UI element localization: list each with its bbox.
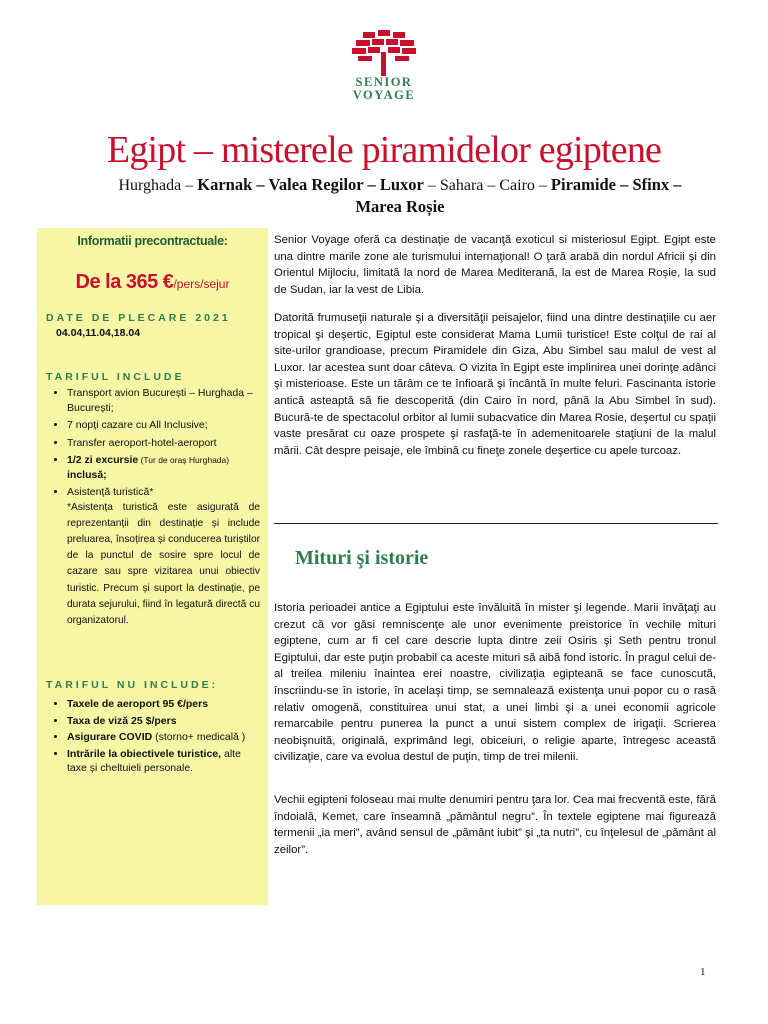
tree-logo-icon bbox=[348, 28, 420, 76]
dates-title: DATE DE PLECARE 2021 bbox=[46, 312, 231, 324]
assistance-note: *Asistența turistică este asigurată de reprezentanții din destinație și include preluarea, însoțirea și conducerea turiștilor de la punctul de sosire spre locul de cazare sau spre vizitarea unui obiectiv turistic. Precum și suport la destinație, pe durata sejurului, fiind în legatură directă cu organizatorul. bbox=[67, 501, 260, 626]
excludes-list bbox=[44, 697, 261, 776]
intro-paragraph-1: Senior Voyage oferă ca destinaţie de vacanţă exoticul si misteriosul Egipt. Egipt este una dintre marile zone ale turismului internaţional! O ţară arabă din nordul Africii şi din Orientul Mijlociu, limitată la nord de Marea Mediterană, la est de Marea Roșie, la sud de Sudan, iar la vest de Libia. bbox=[274, 234, 716, 296]
history-paragraph-1: Istoria perioadei antice a Egiptului este învăluită în mister şi legende. Marii învăţaţi au crezut că vor găsi remniscenţe ale unor evenimente preistorice în vechile mituri egiptene, cum ar fi cel care descrie lupta dintre zeii Osiris şi Seth pentru tronul Egiptului, dar este puţin probabil ca aceste mituri să aibă fond istoric. În pragul celui de-al treilea mileniu înaintea erei noastre, civilizaţia egipteană se face cunoscută, înscriindu-se în istorie, în acelaşi timp, se semnalează existenţa unui popor cu o rasă relativ omogenă, constituirea unui stat, a unei limbi şi a unei economii agricole remarcabile pentru punerea la punct a unui sistem complex de irigaţii. Scrierea neobişnuită, originală, exprimând legi, obiceiuri, o religie aparte, întregesc această civilizaţie, care va evolua destul de puţin, timp de trei milenii. bbox=[274, 602, 716, 764]
price bbox=[44, 271, 261, 294]
info-sidebar bbox=[37, 228, 268, 905]
list-item: • Taxa de viză 25 $/pers bbox=[67, 714, 261, 729]
route-part: – Sahara – Cairo – bbox=[423, 177, 551, 194]
history-paragraph-2: Vechii egipteni foloseau mai multe denumiri pentru ţara lor. Cea mai frecventă este, fără îndoială, Kemet, care înseamnă „pământul negru”. În textele egiptene mai figurează termenii „ia meri”, având sensul de „pământ iubit” şi „ta nutri”, cu înţelesul de „pământ al zeilor”. bbox=[274, 794, 716, 856]
price-unit: /pers/sejur bbox=[173, 277, 230, 291]
route-line bbox=[70, 174, 730, 218]
route-part-bold: Piramide – Sfinx – bbox=[550, 175, 682, 194]
list-item: • Transport avion București – Hurghada – București; bbox=[67, 386, 261, 415]
page-title: Egipt – misterele piramidelor egiptene bbox=[106, 129, 662, 171]
section-divider bbox=[274, 523, 718, 524]
sidebar-heading: Informatii precontractuale: bbox=[77, 234, 228, 248]
includes-list bbox=[44, 386, 261, 629]
route-part-bold: Karnak – Valea Regilor – Luxor bbox=[197, 175, 424, 194]
list-item: • 1/2 zi excursie (Tur de oraș Hurghada) inclusă; bbox=[67, 453, 261, 482]
list-item: • Asistență turistică* *Asistența turistică este asigurată de reprezentanții din destinație și include preluarea, însoțirea și conducerea turiștilor de la punctul de sosire spre locul de cazare sau spre vizitarea unui obiectiv turistic. Precum și suport la destinație, pe durata sejurului, fiind în legatură directă cu organizatorul. bbox=[67, 485, 261, 629]
intro-paragraph-2: Datorită frumuseţii naturale şi a diversităţii peisajelor, fiind una dintre destinaţiile cu aer tropical şi deşertic, Egiptul este considerat Mama Lumii turistice! Este colţul de rai al site-urilor grandioase, precum Piramidele din Giza, Abu Simbel sau malul de vest al Luxor. Iar acestea sunt doar câteva. O vizita în Egipt este implinirea unei dorinţe adânci şi misterioase. Este un tărâm ce te înfioară şi încântă în multe feluri. Fascinanta istorie antică asteaptă să fie descoperită (din Cairo în nord, până la Abu Simbel în sud). Bucură-te de spectacolul orbitor al lumii subacvatice din Marea Rosie, deşertul cu spaţii vaste presărat cu oaze prospete şi rasfaţă-te în ademenitoarele staţiuni de la malul mării. Cât despre peisaje, ele îmbină cu fineţe zonele deşertice cu apele turcoaz. bbox=[274, 312, 716, 457]
price-value: De la 365 € bbox=[75, 271, 174, 293]
list-item: • Taxele de aeroport 95 €/pers bbox=[67, 697, 261, 712]
departure-dates: 04.04,11.04,18.04 bbox=[56, 327, 141, 339]
list-item: • Intrările la obiectivele turistice, alte taxe și cheltuieli personale. bbox=[67, 747, 261, 776]
list-item: • Transfer aeroport-hotel-aeroport bbox=[67, 436, 261, 451]
route-part: Hurghada – bbox=[118, 177, 198, 194]
section-heading: Mituri şi istorie bbox=[295, 547, 429, 569]
brand-logo bbox=[338, 28, 430, 102]
excludes-title: TARIFUL NU INCLUDE: bbox=[46, 679, 219, 692]
brand-name-line1: SENIOR bbox=[355, 75, 413, 89]
includes-title: TARIFUL INCLUDE bbox=[46, 371, 185, 383]
route-part-bold: Marea Roșie bbox=[355, 197, 445, 216]
list-item: • 7 nopți cazare cu All Inclusive; bbox=[67, 418, 261, 433]
page-number: 1 bbox=[700, 966, 706, 978]
brand-name-line2: VOYAGE bbox=[352, 88, 416, 102]
list-item: • Asigurare COVID (storno+ medicală ) bbox=[67, 730, 261, 745]
